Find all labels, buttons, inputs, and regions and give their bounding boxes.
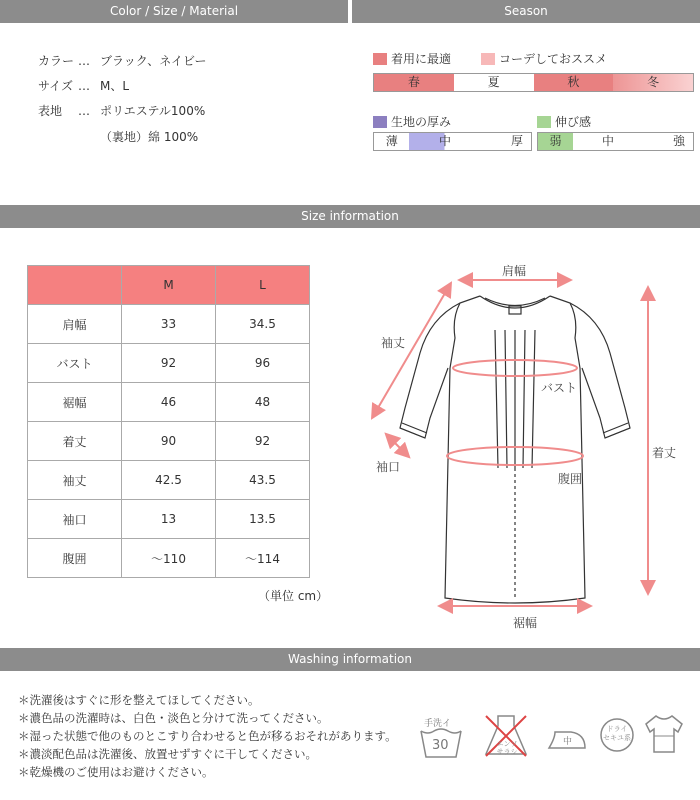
legend-stretch: [537, 113, 591, 130]
table-cell: 33: [122, 305, 216, 344]
cuff-arrow: [390, 438, 405, 453]
table-cell: 13.5: [216, 500, 310, 539]
spec-color: [38, 52, 207, 69]
stretch-label: 伸び感: [555, 115, 592, 129]
table-header-row: [28, 266, 310, 305]
handwash-label: 手洗イ: [424, 719, 452, 729]
thickness-scale: [373, 132, 532, 151]
table-cell: 裾幅: [28, 383, 122, 422]
legend-best-label: 着用に最適: [391, 52, 452, 66]
table-row: [28, 461, 310, 500]
table-cell: 42.5: [122, 461, 216, 500]
label-sleeve: 袖丈: [381, 336, 406, 350]
spec-value: M、L: [100, 79, 130, 93]
spec-sep: …: [78, 79, 90, 93]
flat-dry-icon: [642, 712, 686, 756]
stretch-scale: [537, 132, 694, 151]
table-cell: 肩幅: [28, 305, 122, 344]
section-header-washing: Washing information: [0, 648, 700, 671]
label-length: 着丈: [652, 446, 677, 460]
best-swatch: [373, 53, 387, 65]
handwash-icon: [418, 713, 464, 763]
spec-material: [38, 102, 205, 119]
measure-lines: [375, 280, 648, 606]
garment-diagram: [360, 258, 690, 638]
spec-key: サイズ: [38, 79, 74, 93]
table-row: [28, 344, 310, 383]
legend-recommend-label: コーデしておススメ: [499, 52, 608, 66]
thickness-swatch: [373, 116, 387, 128]
season-spring: 春: [374, 74, 454, 91]
dress-outline: [400, 296, 630, 603]
table-header-cell: L: [216, 266, 310, 305]
table-row: [28, 422, 310, 461]
legend-thickness: [373, 113, 451, 130]
stretch-swatch: [537, 116, 551, 128]
handwash-temp: 30: [432, 738, 449, 753]
section-header-size-info: Size information: [0, 205, 700, 228]
season-summer: 夏: [454, 74, 534, 91]
table-header-cell: M: [122, 266, 216, 305]
size-table: [27, 265, 310, 578]
iron-label: 中: [563, 737, 573, 747]
label-hem: 裾幅: [513, 616, 538, 630]
thickness-thin: 薄: [385, 134, 398, 148]
spec-key: カラー: [38, 54, 75, 68]
wash-note: ＊乾燥機のご使用はお避けください。: [18, 765, 214, 779]
spec-value: ポリエステル100%: [100, 104, 206, 118]
no-bleach-icon: [482, 712, 530, 760]
spec-key: 表地: [38, 104, 63, 118]
season-winter: 冬: [613, 74, 693, 91]
label-bust: バスト: [541, 381, 578, 395]
table-cell: ～114: [216, 539, 310, 578]
table-cell: 90: [122, 422, 216, 461]
thickness-mid: 中: [409, 133, 480, 150]
season-scale: [373, 73, 694, 92]
spec-sep: …: [78, 104, 90, 118]
section-header-color-size: Color / Size / Material: [0, 0, 348, 23]
thickness-thick: 厚: [510, 134, 523, 148]
table-cell: 袖口: [28, 500, 122, 539]
wash-note: ＊洗濯後はすぐに形を整えてほしてください。: [18, 693, 260, 707]
thickness-label: 生地の厚み: [391, 115, 452, 129]
table-cell: バスト: [28, 344, 122, 383]
stretch-mid: 中: [601, 134, 614, 148]
table-cell: 96: [216, 344, 310, 383]
table-header-cell: [28, 266, 122, 305]
spec-size: [38, 77, 129, 94]
section-header-season: Season: [352, 0, 700, 23]
table-cell: 腹囲: [28, 539, 122, 578]
no-bleach-label: エンソ サラシ: [496, 740, 518, 756]
table-row: [28, 500, 310, 539]
stretch-weak: 弱: [538, 133, 573, 150]
recommend-swatch: [481, 53, 495, 65]
table-cell: 92: [122, 344, 216, 383]
iron-icon: [545, 724, 589, 754]
season-autumn: 秋: [534, 74, 614, 91]
dry-clean-icon: [598, 716, 636, 754]
label-cuff: 袖口: [376, 460, 401, 474]
legend-best: [373, 50, 451, 67]
wash-note: ＊濃淡配色品は洗濯後、放置せずすぐに干してください。: [18, 747, 317, 761]
stretch-strong: 強: [672, 134, 685, 148]
table-cell: 34.5: [216, 305, 310, 344]
dry-clean-label: ドライ セキユ系: [603, 725, 631, 742]
spec-value: ブラック、ネイビー: [100, 54, 207, 68]
table-cell: 46: [122, 383, 216, 422]
unit-label: （単位 cm）: [258, 589, 329, 603]
spec-lining: （裏地）綿 100%: [100, 130, 199, 144]
table-cell: 13: [122, 500, 216, 539]
wash-note: ＊濃色品の洗濯時は、白色・淡色と分けて洗ってください。: [18, 711, 329, 725]
table-cell: 48: [216, 383, 310, 422]
legend-recommend: [481, 50, 607, 67]
label-waist: 腹囲: [558, 472, 583, 486]
table-cell: 92: [216, 422, 310, 461]
table-row: [28, 305, 310, 344]
label-shoulder: 肩幅: [502, 264, 527, 278]
table-row: [28, 383, 310, 422]
table-cell: 43.5: [216, 461, 310, 500]
wash-note: ＊湿った状態で他のものとこすり合わせると色が移るおそれがあります。: [18, 729, 397, 743]
spec-sep: …: [78, 54, 90, 68]
table-cell: 袖丈: [28, 461, 122, 500]
table-cell: ～110: [122, 539, 216, 578]
table-row: [28, 539, 310, 578]
table-cell: 着丈: [28, 422, 122, 461]
